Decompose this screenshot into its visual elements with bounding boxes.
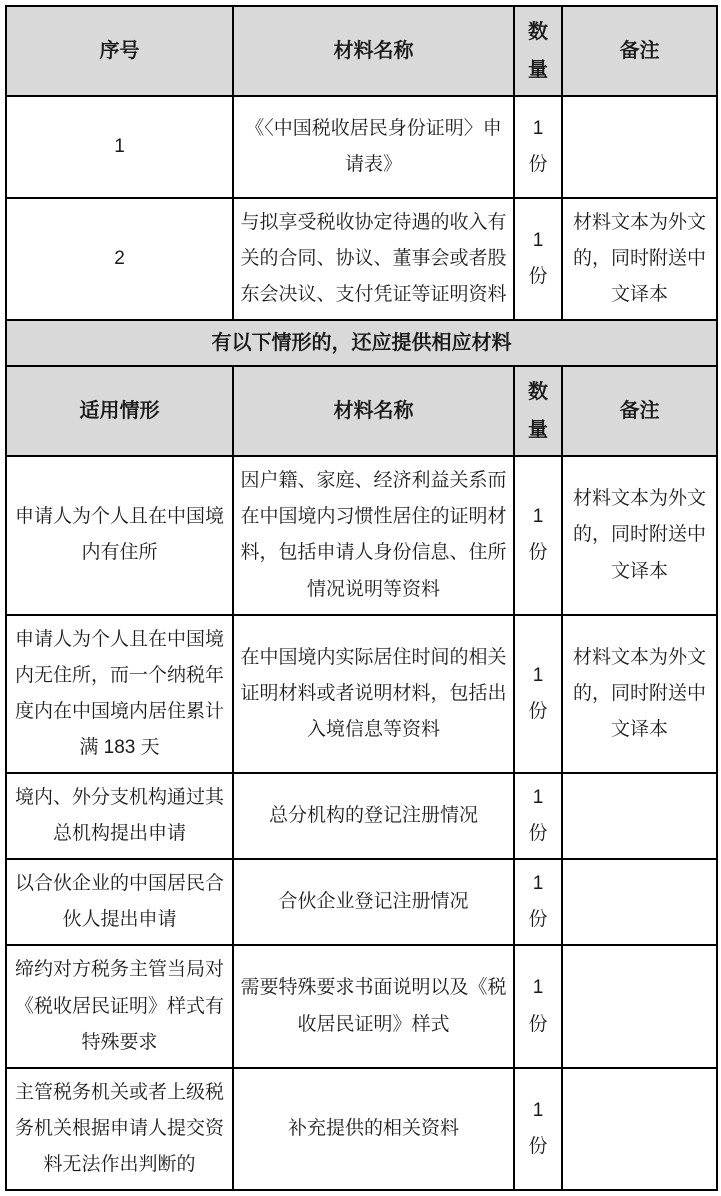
serial-cell: 1	[6, 96, 233, 198]
quantity-value: 1 份	[528, 873, 548, 931]
material-name-cell: 需要特殊要求书面说明以及《税收居民证明》样式	[233, 945, 514, 1067]
header-quantity	[514, 366, 562, 456]
header-material-name: 材料名称	[233, 6, 514, 96]
table-row	[6, 615, 717, 773]
materials-table	[5, 5, 718, 1191]
header-quantity	[514, 6, 562, 96]
material-name-cell: 因户籍、家庭、经济利益关系而在中国境内习惯性居住的证明材料，包括申请人身份信息、住所情况说明等资料	[233, 456, 514, 614]
material-name-cell: 补充提供的相关资料	[233, 1068, 514, 1190]
quantity-cell	[514, 96, 562, 198]
header-material-name: 材料名称	[233, 366, 514, 456]
remarks-cell: 材料文本为外文的，同时附送中文译本	[562, 615, 717, 773]
remarks-cell	[562, 859, 717, 945]
remarks-cell: 材料文本为外文的，同时附送中文译本	[562, 198, 717, 320]
quantity-value: 1 份	[528, 1099, 548, 1157]
quantity-value: 1 份	[528, 117, 548, 175]
section-title-row	[6, 320, 717, 366]
remarks-cell	[562, 773, 717, 859]
header-remarks: 备注	[562, 6, 717, 96]
quantity-value: 1 份	[528, 506, 548, 564]
bottom-header-row	[6, 366, 717, 456]
condition-cell: 境内、外分支机构通过其总机构提出申请	[6, 773, 233, 859]
section-title: 有以下情形的，还应提供相应材料	[6, 320, 717, 366]
header-quantity-label: 数量	[528, 381, 548, 442]
table-row	[6, 1068, 717, 1190]
condition-cell: 申请人为个人且在中国境内有住所	[6, 456, 233, 614]
quantity-value: 1 份	[528, 664, 548, 722]
condition-cell: 主管税务机关或者上级税务机关根据申请人提交资料无法作出判断的	[6, 1068, 233, 1190]
table-row	[6, 198, 717, 320]
condition-cell: 缔约对方税务主管当局对《税收居民证明》样式有特殊要求	[6, 945, 233, 1067]
material-name-cell: 《〈中国税收居民身份证明〉申请表》	[233, 96, 514, 198]
table-row	[6, 859, 717, 945]
quantity-cell	[514, 859, 562, 945]
material-name-cell: 与拟享受税收协定待遇的收入有关的合同、协议、董事会或者股东会决议、支付凭证等证明资料	[233, 198, 514, 320]
remarks-cell: 材料文本为外文的，同时附送中文译本	[562, 456, 717, 614]
quantity-cell	[514, 945, 562, 1067]
table-row	[6, 945, 717, 1067]
header-quantity-label: 数量	[528, 21, 548, 81]
condition-cell: 申请人为个人且在中国境内无住所，而一个纳税年度内在中国境内居住累计满 183 天	[6, 615, 233, 773]
remarks-cell	[562, 945, 717, 1067]
quantity-cell	[514, 456, 562, 614]
quantity-value: 1 份	[528, 230, 548, 288]
quantity-cell	[514, 1068, 562, 1190]
remarks-cell	[562, 96, 717, 198]
table-row	[6, 456, 717, 614]
quantity-cell	[514, 615, 562, 773]
table-row	[6, 773, 717, 859]
header-applicable-situation: 适用情形	[6, 366, 233, 456]
remarks-cell	[562, 1068, 717, 1190]
material-name-cell: 在中国境内实际居住时间的相关证明材料或者说明材料，包括出入境信息等资料	[233, 615, 514, 773]
quantity-value: 1 份	[528, 787, 548, 845]
header-serial-number: 序号	[6, 6, 233, 96]
condition-cell: 以合伙企业的中国居民合伙人提出申请	[6, 859, 233, 945]
quantity-cell	[514, 773, 562, 859]
table-row	[6, 96, 717, 198]
material-name-cell: 合伙企业登记注册情况	[233, 859, 514, 945]
material-name-cell: 总分机构的登记注册情况	[233, 773, 514, 859]
header-remarks: 备注	[562, 366, 717, 456]
quantity-value: 1 份	[528, 977, 548, 1035]
serial-cell: 2	[6, 198, 233, 320]
quantity-cell	[514, 198, 562, 320]
top-header-row	[6, 6, 717, 96]
